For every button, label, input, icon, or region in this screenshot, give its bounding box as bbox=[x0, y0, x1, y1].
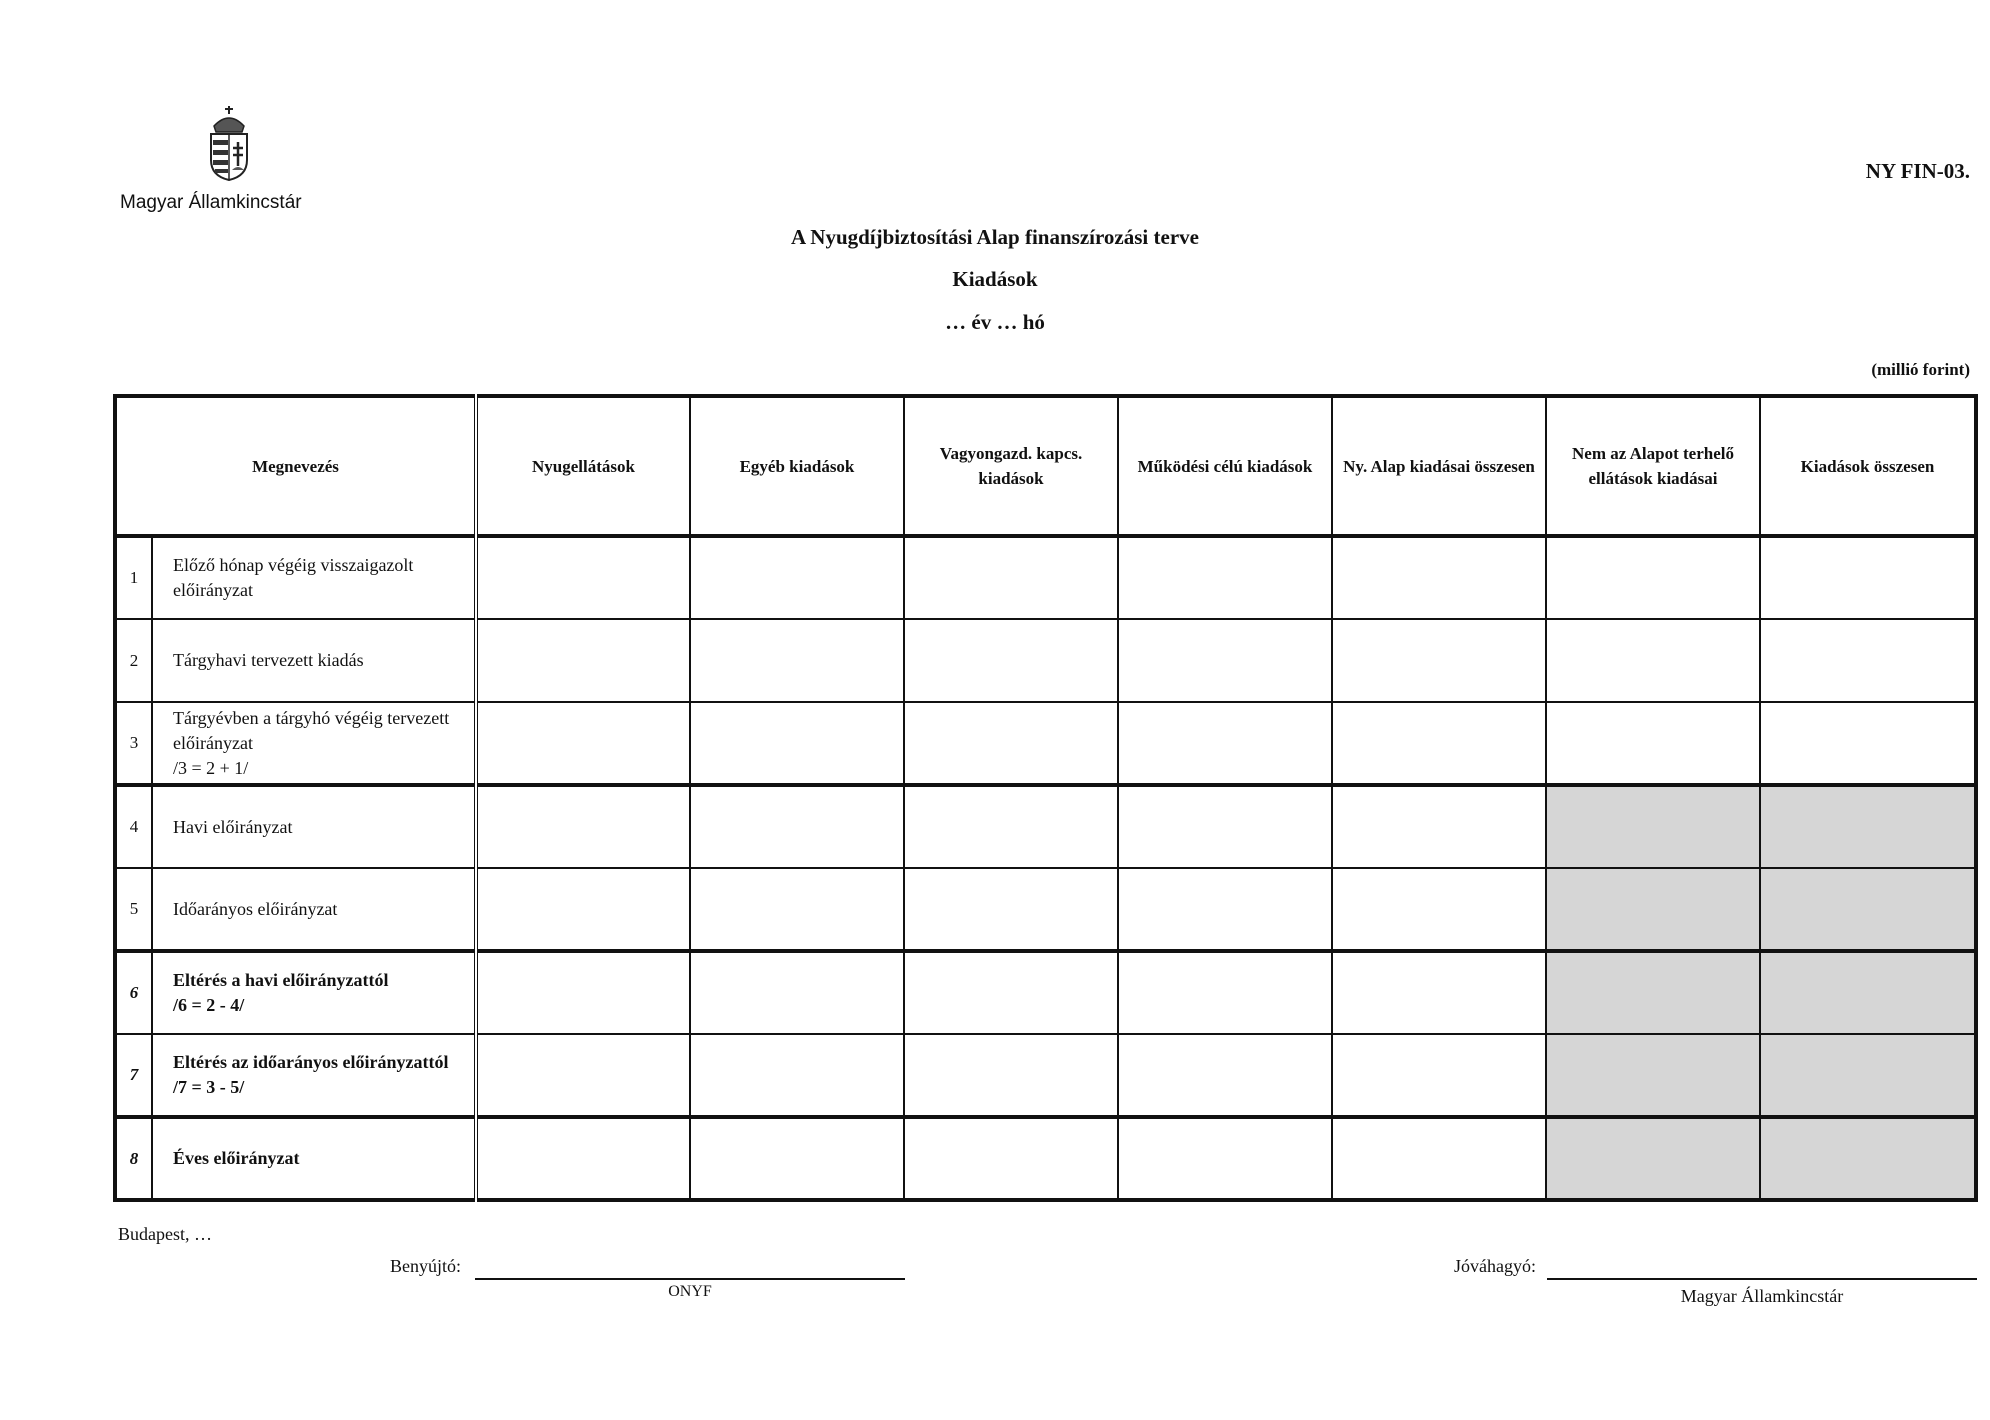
input-cell[interactable] bbox=[1760, 536, 1976, 619]
disabled-cell bbox=[1760, 1117, 1976, 1200]
col-header-egyeb-kiadasok: Egyéb kiadások bbox=[690, 396, 904, 536]
table-row bbox=[115, 868, 1976, 951]
input-cell[interactable] bbox=[476, 951, 690, 1034]
row-number: 3 bbox=[115, 702, 152, 785]
input-cell[interactable] bbox=[904, 536, 1118, 619]
input-cell[interactable] bbox=[1118, 702, 1332, 785]
row-number: 7 bbox=[115, 1034, 152, 1117]
row-number: 4 bbox=[115, 785, 152, 868]
input-cell[interactable] bbox=[1332, 702, 1546, 785]
row-label: Tárgyhavi tervezett kiadás bbox=[152, 619, 476, 702]
input-cell[interactable] bbox=[1546, 702, 1760, 785]
page-subtitle: Kiadások bbox=[952, 267, 1038, 291]
row-label-text: Eltérés a havi előirányzattól bbox=[173, 970, 389, 990]
input-cell[interactable] bbox=[1332, 785, 1546, 868]
row-number: 5 bbox=[115, 868, 152, 951]
row-label-text: Eltérés az időarányos előirányzattól bbox=[173, 1052, 449, 1072]
table-row bbox=[115, 619, 1976, 702]
row-formula: /6 = 2 - 4/ bbox=[173, 995, 245, 1015]
input-cell[interactable] bbox=[904, 702, 1118, 785]
col-header-vagyongazd: Vagyongazd. kapcs. kiadások bbox=[904, 396, 1118, 536]
input-cell[interactable] bbox=[1546, 619, 1760, 702]
input-cell[interactable] bbox=[1760, 619, 1976, 702]
row-label bbox=[152, 1034, 476, 1117]
row-formula: /3 = 2 + 1/ bbox=[173, 757, 249, 778]
row-label-text: Tárgyévben a tárgyhó végéig tervezett előirányzat bbox=[173, 707, 450, 753]
col-header-megnevezes: Megnevezés bbox=[115, 396, 476, 536]
disabled-cell bbox=[1760, 951, 1976, 1034]
input-cell[interactable] bbox=[904, 868, 1118, 951]
row-label: Havi előirányzat bbox=[152, 785, 476, 868]
input-cell[interactable] bbox=[1118, 1117, 1332, 1200]
submitter-signature-line[interactable] bbox=[475, 1278, 905, 1280]
logo-text: Magyar Államkincstár bbox=[120, 192, 302, 213]
col-header-mukodesi: Működési célú kiadások bbox=[1118, 396, 1332, 536]
input-cell[interactable] bbox=[476, 1117, 690, 1200]
row-formula: /7 = 3 - 5/ bbox=[173, 1077, 245, 1097]
input-cell[interactable] bbox=[1332, 536, 1546, 619]
row-label: Éves előirányzat bbox=[152, 1117, 476, 1200]
disabled-cell bbox=[1546, 1034, 1760, 1117]
input-cell[interactable] bbox=[904, 619, 1118, 702]
disabled-cell bbox=[1546, 951, 1760, 1034]
input-cell[interactable] bbox=[1332, 868, 1546, 951]
input-cell[interactable] bbox=[904, 1117, 1118, 1200]
row-label: Időarányos előirányzat bbox=[152, 868, 476, 951]
input-cell[interactable] bbox=[690, 1117, 904, 1200]
input-cell[interactable] bbox=[1332, 619, 1546, 702]
approver-label: Jóváhagyó: bbox=[1454, 1256, 1536, 1276]
input-cell[interactable] bbox=[476, 785, 690, 868]
input-cell[interactable] bbox=[1332, 951, 1546, 1034]
input-cell[interactable] bbox=[1118, 619, 1332, 702]
row-label bbox=[152, 702, 476, 785]
input-cell[interactable] bbox=[1332, 1117, 1546, 1200]
input-cell[interactable] bbox=[1332, 1034, 1546, 1117]
approver-signature-line[interactable] bbox=[1547, 1278, 1977, 1280]
row-number: 1 bbox=[115, 536, 152, 619]
table-row bbox=[115, 702, 1976, 785]
row-label bbox=[152, 951, 476, 1034]
row-number: 2 bbox=[115, 619, 152, 702]
table-row bbox=[115, 951, 1976, 1034]
disabled-cell bbox=[1760, 1034, 1976, 1117]
page-title: A Nyugdíjbiztosítási Alap finanszírozási terve bbox=[791, 225, 1199, 249]
input-cell[interactable] bbox=[476, 536, 690, 619]
input-cell[interactable] bbox=[1118, 785, 1332, 868]
table-row bbox=[115, 1034, 1976, 1117]
approver-org: Magyar Államkincstár bbox=[1680, 1286, 1844, 1306]
col-header-kiadasok-osszesen: Kiadások összesen bbox=[1760, 396, 1976, 536]
disabled-cell bbox=[1546, 1117, 1760, 1200]
input-cell[interactable] bbox=[904, 951, 1118, 1034]
input-cell[interactable] bbox=[1118, 536, 1332, 619]
input-cell[interactable] bbox=[1546, 536, 1760, 619]
row-label: Előző hónap végéig visszaigazolt előirányzat bbox=[152, 536, 476, 619]
input-cell[interactable] bbox=[1118, 868, 1332, 951]
input-cell[interactable] bbox=[690, 785, 904, 868]
input-cell[interactable] bbox=[476, 619, 690, 702]
col-header-nem-alapot-terhelo: Nem az Alapot terhelő ellátások kiadásai bbox=[1546, 396, 1760, 536]
input-cell[interactable] bbox=[476, 702, 690, 785]
period-label: … év … hó bbox=[945, 310, 1045, 334]
table-row bbox=[115, 536, 1976, 619]
unit-label: (millió forint) bbox=[1871, 360, 1970, 379]
input-cell[interactable] bbox=[1118, 951, 1332, 1034]
row-number: 8 bbox=[115, 1117, 152, 1200]
col-header-nyugellatasok: Nyugellátások bbox=[476, 396, 690, 536]
input-cell[interactable] bbox=[690, 536, 904, 619]
form-code: NY FIN-03. bbox=[1865, 159, 1970, 183]
input-cell[interactable] bbox=[1118, 1034, 1332, 1117]
disabled-cell bbox=[1760, 785, 1976, 868]
input-cell[interactable] bbox=[690, 868, 904, 951]
input-cell[interactable] bbox=[690, 951, 904, 1034]
row-number: 6 bbox=[115, 951, 152, 1034]
input-cell[interactable] bbox=[690, 1034, 904, 1117]
input-cell[interactable] bbox=[690, 702, 904, 785]
place-date: Budapest, … bbox=[118, 1224, 212, 1244]
disabled-cell bbox=[1546, 868, 1760, 951]
input-cell[interactable] bbox=[904, 785, 1118, 868]
submitter-org: ONYF bbox=[668, 1283, 712, 1300]
coat-of-arms-icon bbox=[206, 104, 252, 182]
disabled-cell bbox=[1760, 868, 1976, 951]
input-cell[interactable] bbox=[904, 1034, 1118, 1117]
financing-plan-table bbox=[113, 394, 1978, 1202]
submitter-label: Benyújtó: bbox=[390, 1256, 461, 1276]
table-row bbox=[115, 785, 1976, 868]
disabled-cell bbox=[1546, 785, 1760, 868]
input-cell[interactable] bbox=[476, 1034, 690, 1117]
input-cell[interactable] bbox=[1760, 702, 1976, 785]
input-cell[interactable] bbox=[690, 619, 904, 702]
logo bbox=[120, 104, 350, 214]
table-row bbox=[115, 1117, 1976, 1200]
input-cell[interactable] bbox=[476, 868, 690, 951]
col-header-ny-alap-osszesen: Ny. Alap kiadásai összesen bbox=[1332, 396, 1546, 536]
